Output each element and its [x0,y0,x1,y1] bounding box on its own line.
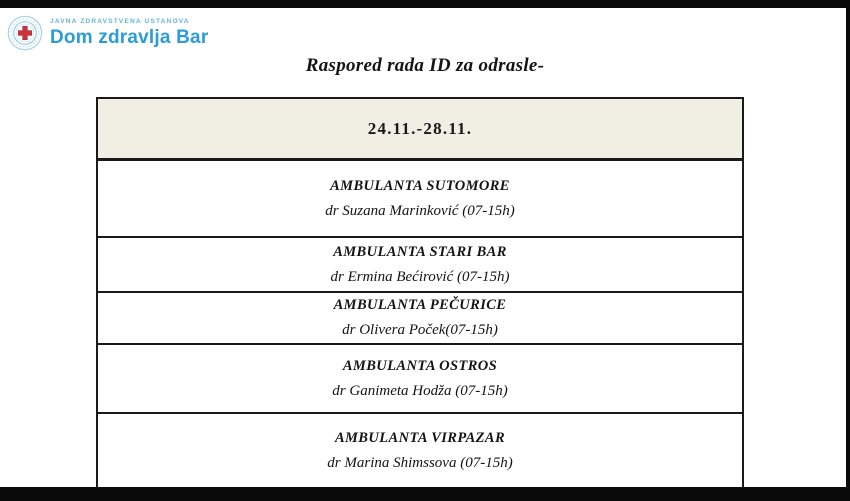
clinic-name: AMBULANTA PEČURICE [333,297,507,313]
red-cross-emblem-icon [7,15,43,51]
table-row [98,414,742,488]
organization-logo [7,15,208,51]
clinic-name: AMBULANTA STARI BAR [333,243,507,260]
bottom-black-bar [0,487,850,501]
clinic-name: AMBULANTA VIRPAZAR [334,430,506,446]
table-row [98,345,742,414]
right-black-bar [846,0,850,501]
logo-tagline: JAVNA ZDRAVSTVENA USTANOVA [50,17,190,25]
logo-name: Dom zdravlja Bar [50,26,209,48]
doctor-name: dr Marina Shimssova (07-15h) [327,455,513,471]
doctor-name: dr Ermina Bećirović (07-15h) [330,268,510,285]
doctor-name: dr Ganimeta Hodža (07-15h) [332,382,508,399]
date-range-header: 24.11.-28.11. [98,99,742,161]
top-black-bar [0,0,850,8]
clinic-name: AMBULANTA SUTOMORE [330,177,510,194]
doctor-name: dr Suzana Marinković (07-15h) [325,202,515,219]
schedule-table [96,97,744,490]
table-row [98,161,742,238]
doctor-name: dr Olivera Poček(07-15h) [342,322,498,338]
table-row [98,293,742,345]
table-row [98,238,742,293]
logo-text [50,18,208,49]
page-title: Raspored rada ID za odrasle- [305,55,545,76]
clinic-name: AMBULANTA OSTROS [342,357,498,374]
